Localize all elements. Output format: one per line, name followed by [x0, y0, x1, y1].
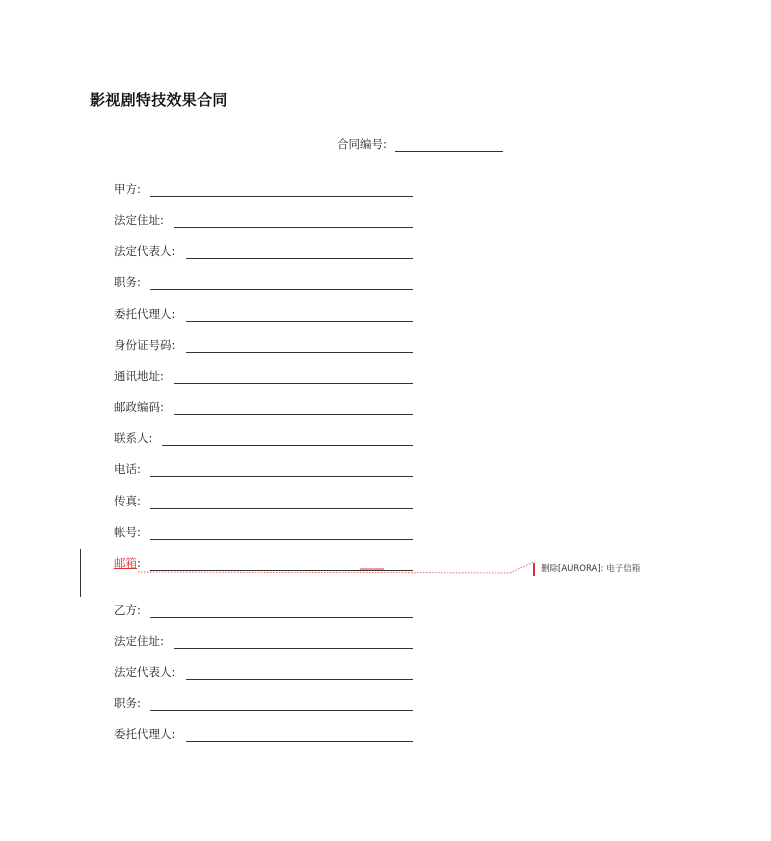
- party-a-fax-field: [114, 493, 413, 509]
- fill-blank[interactable]: [174, 383, 413, 384]
- field-label: 职务:: [114, 696, 141, 710]
- party-a-agent-field: [114, 306, 413, 322]
- field-label: 职务:: [114, 275, 141, 289]
- fill-blank[interactable]: [162, 445, 413, 446]
- fill-blank[interactable]: [174, 227, 413, 228]
- field-label: 委托代理人:: [114, 307, 176, 321]
- document-title: 影视剧特技效果合同: [90, 91, 228, 109]
- party-a-mailing-address-field: [114, 368, 413, 384]
- field-label: 委托代理人:: [114, 727, 176, 741]
- fill-blank[interactable]: [186, 321, 413, 322]
- field-label: [114, 555, 141, 571]
- field-label: 联系人:: [114, 431, 153, 445]
- field-label: 法定代表人:: [114, 244, 176, 258]
- field-label: 帐号:: [114, 525, 141, 539]
- change-bar: [80, 549, 81, 597]
- party-b-field: [114, 602, 413, 618]
- party-a-phone-field: [114, 461, 413, 477]
- fill-blank[interactable]: [150, 476, 413, 477]
- party-b-legal-rep-field: [114, 664, 413, 680]
- fill-blank[interactable]: [150, 617, 413, 618]
- deleted-text: 邮箱: [114, 556, 137, 570]
- contract-number-label: 合同编号:: [337, 137, 387, 151]
- party-a-position-field: [114, 274, 413, 290]
- party-b-agent-field: [114, 726, 413, 742]
- fill-blank[interactable]: [186, 258, 413, 259]
- field-label: 甲方:: [114, 182, 141, 196]
- party-a-account-field: [114, 524, 413, 540]
- party-b-position-field: [114, 695, 413, 711]
- party-a-email-field: [114, 555, 413, 571]
- fill-blank[interactable]: [174, 414, 413, 415]
- fill-blank[interactable]: [150, 196, 413, 197]
- fill-blank[interactable]: [186, 352, 413, 353]
- party-a-address-field: [114, 212, 413, 228]
- field-label: 乙方:: [114, 603, 141, 617]
- fill-blank[interactable]: [150, 539, 413, 540]
- field-label: 身份证号码:: [114, 338, 176, 352]
- party-a-field: [114, 181, 413, 197]
- party-a-contact-field: [114, 430, 413, 446]
- fill-blank[interactable]: [186, 679, 413, 680]
- party-b-address-field: [114, 633, 413, 649]
- contract-number-field: [337, 136, 503, 152]
- fill-blank[interactable]: [150, 508, 413, 509]
- fill-blank[interactable]: [186, 741, 413, 742]
- label-colon: :: [137, 556, 141, 570]
- fill-blank[interactable]: [150, 289, 413, 290]
- revision-comment-balloon[interactable]: 删除[AURORA]: 电子信箱: [533, 563, 640, 576]
- contract-number-blank[interactable]: [395, 139, 503, 152]
- field-label: 邮政编码:: [114, 400, 164, 414]
- party-a-legal-rep-field: [114, 243, 413, 259]
- field-label: 法定住址:: [114, 634, 164, 648]
- field-label: 通讯地址:: [114, 369, 164, 383]
- fill-blank[interactable]: [174, 648, 413, 649]
- field-label: 电话:: [114, 462, 141, 476]
- party-a-id-number-field: [114, 337, 413, 353]
- party-a-postal-code-field: [114, 399, 413, 415]
- field-label: 法定代表人:: [114, 665, 176, 679]
- fill-blank[interactable]: [150, 710, 413, 711]
- fill-blank[interactable]: [150, 570, 413, 571]
- field-label: 法定住址:: [114, 213, 164, 227]
- field-label: 传真:: [114, 494, 141, 508]
